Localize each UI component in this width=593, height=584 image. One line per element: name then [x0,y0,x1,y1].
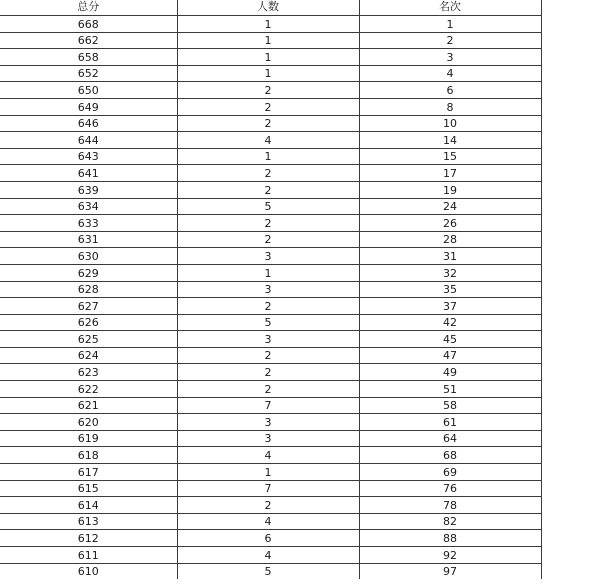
total-score-cell: 629 [0,264,177,281]
table-row [0,148,541,165]
count-cell: 1 [177,464,359,481]
rank-cell: 6 [359,82,541,99]
table-row [0,364,541,381]
rank-cell: 42 [359,314,541,331]
table-row [0,464,541,481]
table-row [0,430,541,447]
count-cell: 4 [177,547,359,564]
total-score-cell: 615 [0,480,177,497]
total-score-cell: 621 [0,397,177,414]
total-score-cell: 628 [0,281,177,298]
table-row [0,115,541,132]
total-score-cell: 668 [0,16,177,33]
rank-cell: 17 [359,165,541,182]
rank-cell: 14 [359,132,541,149]
table-row [0,165,541,182]
total-score-cell: 612 [0,530,177,547]
table-row [0,248,541,265]
table-row [0,381,541,398]
rank-cell: 45 [359,331,541,348]
total-score-cell: 634 [0,198,177,215]
header-row [0,0,541,16]
table-row [0,563,541,579]
total-score-cell: 641 [0,165,177,182]
total-score-cell: 613 [0,513,177,530]
table-row [0,414,541,431]
total-score-cell: 631 [0,231,177,248]
total-score-cell: 617 [0,464,177,481]
count-cell: 5 [177,314,359,331]
count-cell: 6 [177,530,359,547]
count-cell: 4 [177,447,359,464]
rank-cell: 61 [359,414,541,431]
rank-cell: 31 [359,248,541,265]
count-cell: 2 [177,381,359,398]
table-row [0,132,541,149]
count-cell: 2 [177,497,359,514]
total-score-cell: 649 [0,98,177,115]
total-score-cell: 650 [0,82,177,99]
total-score-cell: 614 [0,497,177,514]
count-cell: 3 [177,331,359,348]
rank-cell: 26 [359,215,541,232]
count-cell: 2 [177,215,359,232]
count-cell: 1 [177,264,359,281]
total-score-cell: 662 [0,32,177,49]
rank-cell: 78 [359,497,541,514]
rank-cell: 15 [359,148,541,165]
total-score-cell: 626 [0,314,177,331]
table-row [0,314,541,331]
rank-cell: 68 [359,447,541,464]
table-row [0,215,541,232]
rank-cell: 3 [359,49,541,66]
total-score-cell: 627 [0,298,177,315]
table-row [0,98,541,115]
rank-cell: 35 [359,281,541,298]
count-cell: 5 [177,563,359,579]
rank-cell: 69 [359,464,541,481]
count-cell: 3 [177,248,359,265]
rank-cell: 82 [359,513,541,530]
header-count: 人数 [177,0,359,16]
count-cell: 3 [177,430,359,447]
total-score-cell: 658 [0,49,177,66]
table-row [0,547,541,564]
rank-cell: 49 [359,364,541,381]
table-row [0,198,541,215]
rank-cell: 1 [359,16,541,33]
rank-cell: 92 [359,547,541,564]
count-cell: 2 [177,231,359,248]
count-cell: 2 [177,98,359,115]
total-score-cell: 652 [0,65,177,82]
count-cell: 3 [177,281,359,298]
total-score-cell: 646 [0,115,177,132]
total-score-cell: 643 [0,148,177,165]
table-row [0,281,541,298]
count-cell: 4 [177,513,359,530]
table-row [0,16,541,33]
rank-cell: 28 [359,231,541,248]
rank-cell: 8 [359,98,541,115]
rank-cell: 19 [359,181,541,198]
rank-cell: 51 [359,381,541,398]
count-cell: 5 [177,198,359,215]
count-cell: 2 [177,165,359,182]
total-score-cell: 630 [0,248,177,265]
table-row [0,82,541,99]
count-cell: 3 [177,414,359,431]
table-row [0,298,541,315]
rank-cell: 64 [359,430,541,447]
total-score-cell: 623 [0,364,177,381]
count-cell: 2 [177,181,359,198]
total-score-cell: 644 [0,132,177,149]
table-body [0,16,541,580]
table-row [0,331,541,348]
rank-cell: 2 [359,32,541,49]
rank-cell: 10 [359,115,541,132]
table-row [0,497,541,514]
rank-cell: 24 [359,198,541,215]
table-row [0,231,541,248]
count-cell: 2 [177,298,359,315]
rank-cell: 32 [359,264,541,281]
table-row [0,397,541,414]
header-rank: 名次 [359,0,541,16]
total-score-cell: 639 [0,181,177,198]
rank-cell: 47 [359,347,541,364]
table-row [0,513,541,530]
rank-cell: 88 [359,530,541,547]
count-cell: 2 [177,82,359,99]
table-row [0,480,541,497]
count-cell: 2 [177,347,359,364]
rank-cell: 4 [359,65,541,82]
table-row [0,181,541,198]
total-score-cell: 619 [0,430,177,447]
count-cell: 1 [177,49,359,66]
total-score-cell: 618 [0,447,177,464]
total-score-cell: 610 [0,563,177,579]
count-cell: 1 [177,148,359,165]
table-row [0,32,541,49]
total-score-cell: 624 [0,347,177,364]
count-cell: 1 [177,16,359,33]
count-cell: 1 [177,32,359,49]
table-row [0,447,541,464]
total-score-cell: 620 [0,414,177,431]
count-cell: 2 [177,364,359,381]
total-score-cell: 622 [0,381,177,398]
rank-cell: 58 [359,397,541,414]
table-row [0,347,541,364]
count-cell: 1 [177,65,359,82]
count-cell: 2 [177,115,359,132]
table-row [0,530,541,547]
rank-cell: 97 [359,563,541,579]
total-score-cell: 625 [0,331,177,348]
table-row [0,49,541,66]
header-total-score: 总分 [0,0,177,16]
count-cell: 7 [177,480,359,497]
total-score-cell: 611 [0,547,177,564]
table-row [0,264,541,281]
total-score-cell: 633 [0,215,177,232]
count-cell: 7 [177,397,359,414]
count-cell: 4 [177,132,359,149]
rank-cell: 76 [359,480,541,497]
rank-cell: 37 [359,298,541,315]
table-row [0,65,541,82]
